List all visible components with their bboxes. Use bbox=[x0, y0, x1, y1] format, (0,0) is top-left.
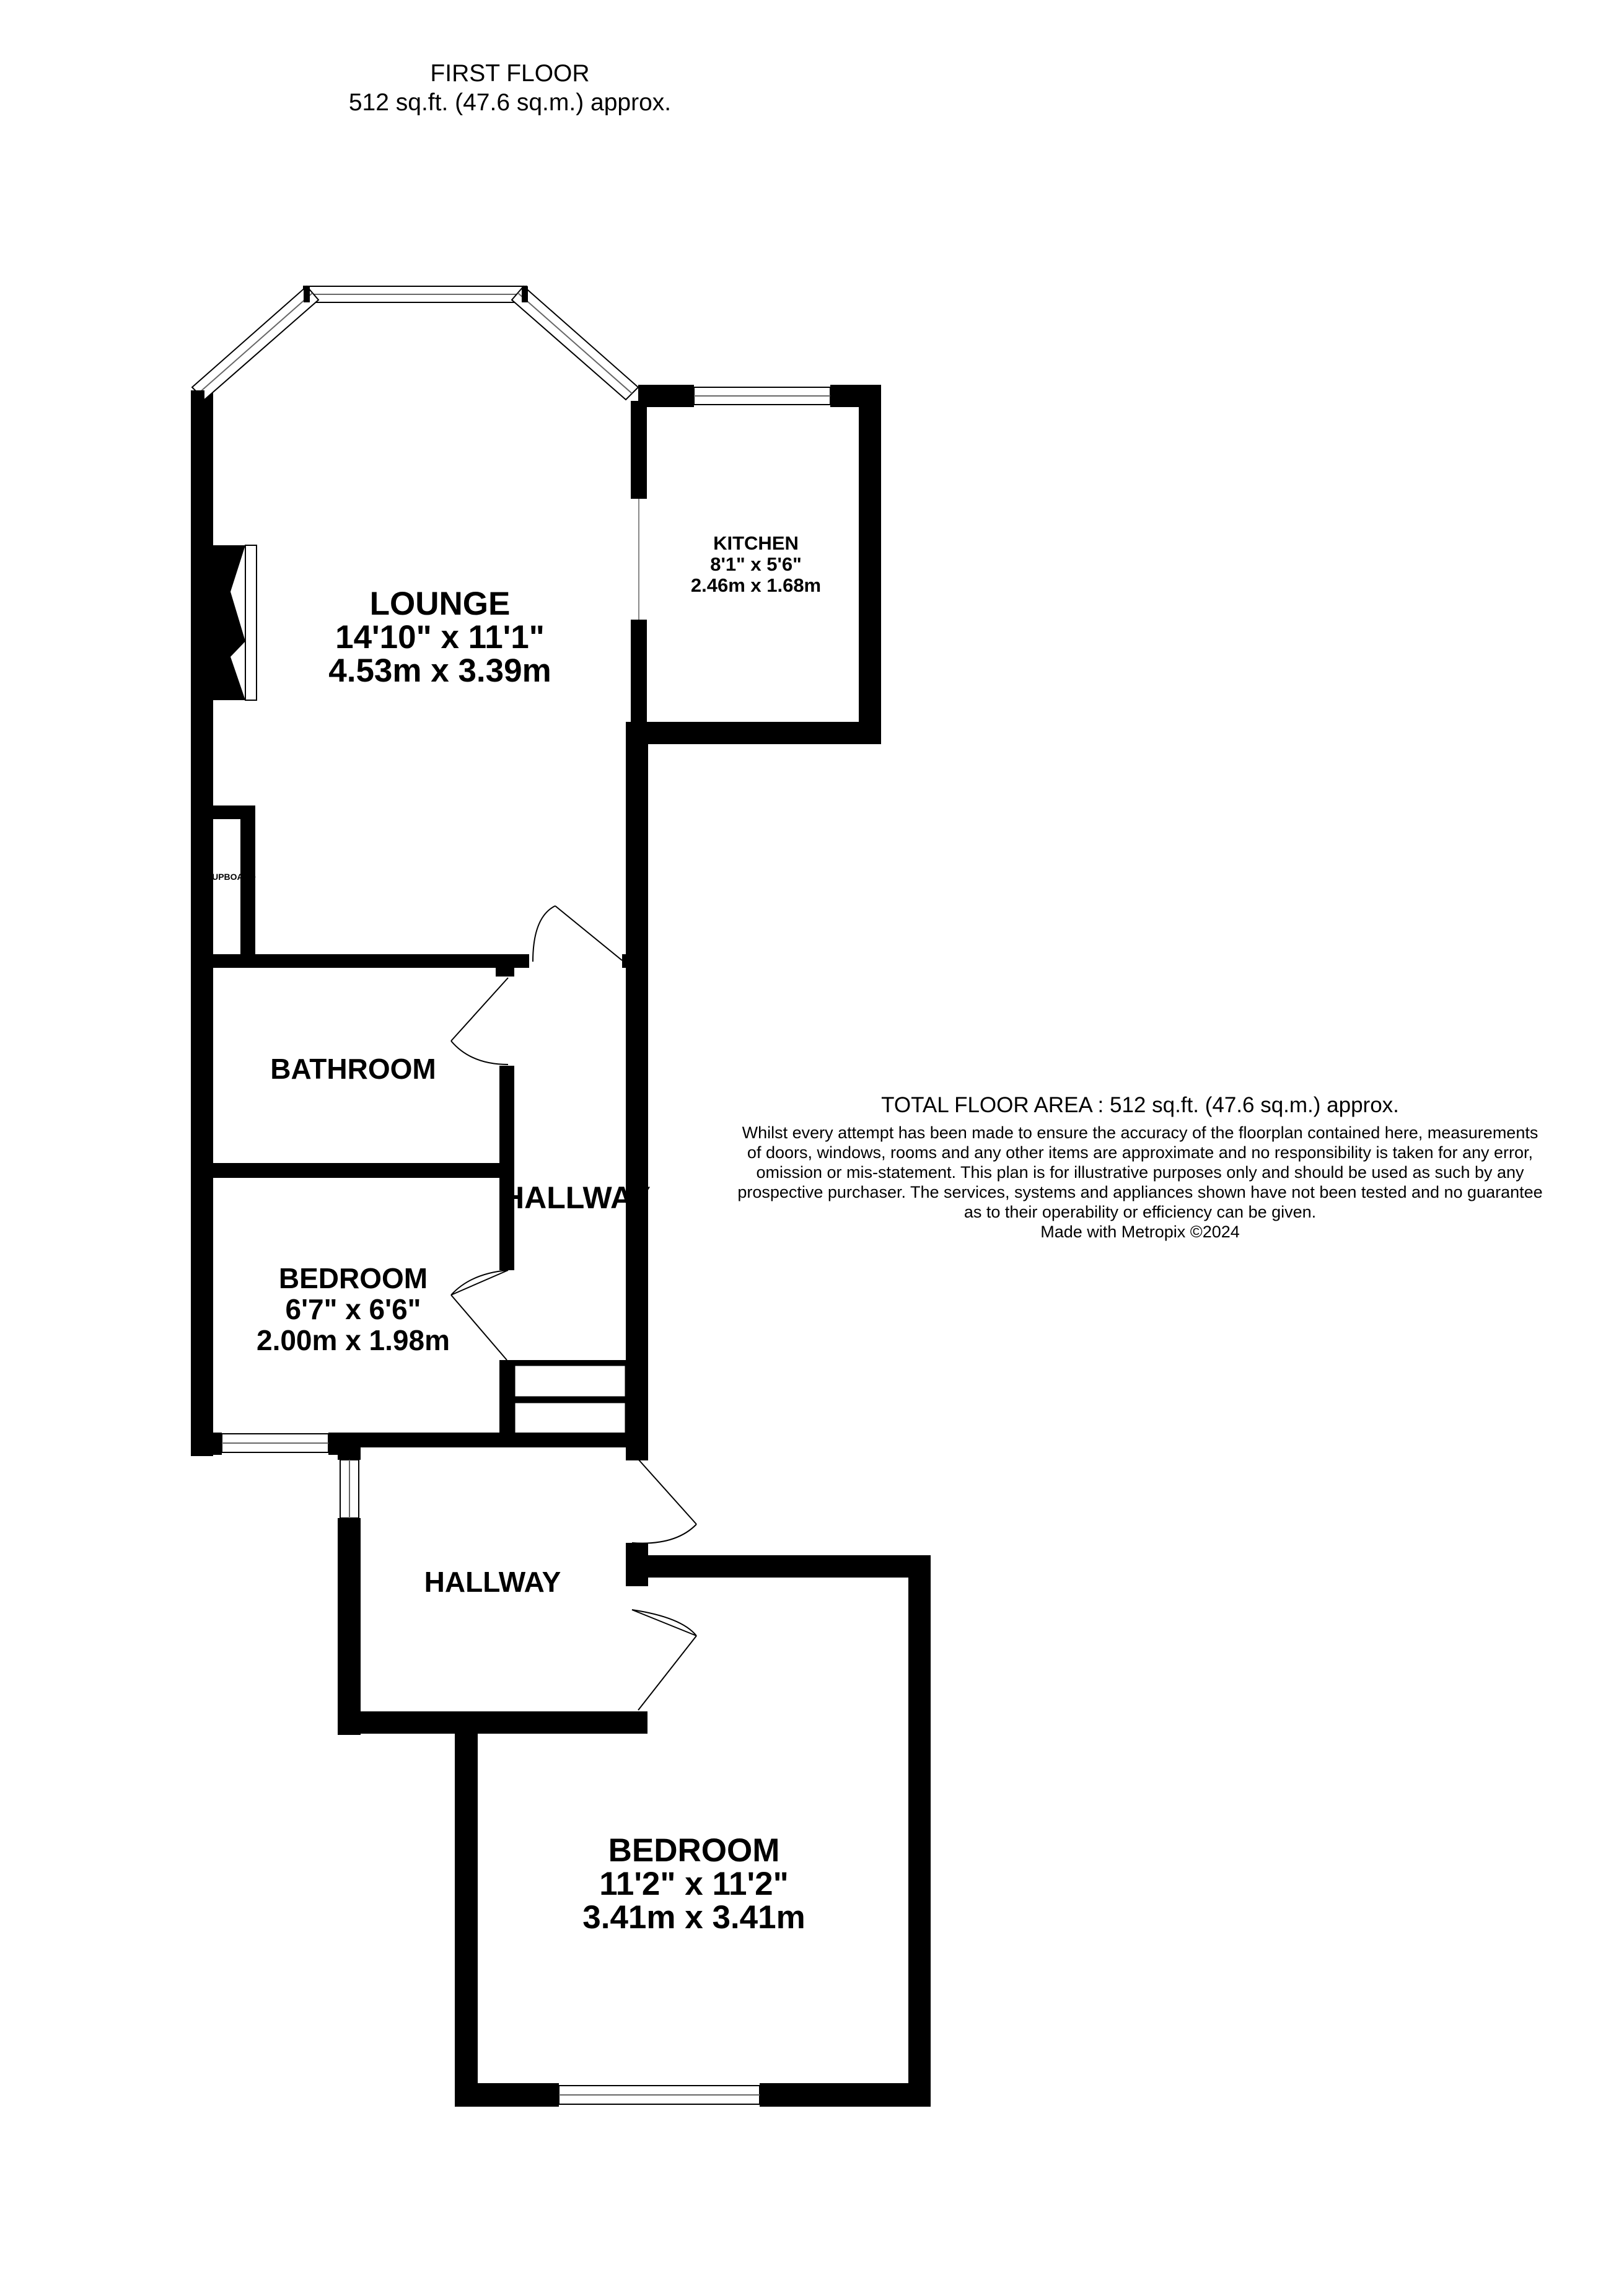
door-bathroom bbox=[451, 978, 508, 1041]
disclaimer-line: of doors, windows, rooms and any other items are approximate and no responsibility is taken for any error, bbox=[747, 1143, 1534, 1162]
room-name: HALLWAY bbox=[424, 1566, 561, 1598]
floor-name: FIRST FLOOR bbox=[430, 60, 590, 87]
disclaimer-line: Whilst every attempt has been made to ensure the accuracy of the floorplan contained here, measurements bbox=[742, 1123, 1538, 1142]
wall-bedroom-north bbox=[626, 1555, 931, 1578]
wall-lounge-south bbox=[213, 954, 529, 968]
room-imperial: 11'2" x 11'2" bbox=[599, 1866, 789, 1902]
wall-kitchen-south bbox=[626, 722, 881, 744]
room-name: BATHROOM bbox=[270, 1053, 436, 1085]
room-imperial: 14'10" x 11'1" bbox=[335, 619, 545, 656]
fireplace-hearth bbox=[245, 545, 257, 700]
fireplace bbox=[213, 545, 245, 700]
door-hallway-entry bbox=[638, 1459, 696, 1524]
room-name: BEDROOM bbox=[278, 1262, 428, 1294]
room-metric: 2.00m x 1.98m bbox=[256, 1324, 450, 1356]
wall-hallway-south bbox=[338, 1711, 647, 1734]
bay-window bbox=[192, 286, 638, 400]
wall-west bbox=[191, 390, 213, 1456]
wall-hallway-east-jamb bbox=[626, 1444, 648, 1460]
door-lounge bbox=[555, 906, 622, 960]
room-metric: 2.46m x 1.68m bbox=[690, 574, 822, 596]
room-label-bedroom-small bbox=[223, 1263, 483, 1356]
wall-bedroom-south-right bbox=[760, 2083, 931, 2107]
room-label-hallway-upper bbox=[502, 1180, 651, 1215]
room-label-cupboard bbox=[206, 871, 256, 883]
disclaimer-line: as to their operability or efficiency can be given. bbox=[963, 1203, 1317, 1221]
room-name: BEDROOM bbox=[608, 1832, 780, 1869]
wall-hallway-west-top bbox=[338, 1444, 361, 1460]
door-lounge-swing bbox=[533, 906, 555, 962]
wall-hallway-west bbox=[338, 1518, 361, 1735]
disclaimer bbox=[719, 1091, 1561, 1242]
hallway-window bbox=[340, 1460, 359, 1518]
wall-kitchen-north-left bbox=[638, 385, 694, 407]
floor-area: 512 sq.ft. (47.6 sq.m.) approx. bbox=[348, 89, 672, 116]
room-imperial: 8'1" x 5'6" bbox=[710, 553, 802, 575]
door-bathroom-swing bbox=[451, 1041, 508, 1064]
door-bedroom-large bbox=[632, 1610, 696, 1636]
room-imperial: 6'7" x 6'6" bbox=[285, 1293, 421, 1325]
room-label-bedroom-large bbox=[508, 1834, 880, 1934]
door-hallway-entry-swing bbox=[632, 1524, 696, 1543]
room-name: KITCHEN bbox=[713, 532, 799, 554]
bedroom-small-window bbox=[222, 1434, 328, 1452]
disclaimer-line: omission or mis-statement. This plan is for illustrative purposes only and should be used as such by any bbox=[756, 1163, 1524, 1182]
wall-lounge-south-end bbox=[496, 954, 514, 977]
disclaimer-line: prospective purchaser. The services, systems and appliances shown have not been tested and no guarantee bbox=[737, 1183, 1543, 1201]
wall-hallway-east bbox=[626, 722, 648, 1460]
wall-bedroom-south-left bbox=[191, 1433, 222, 1455]
wall-bathroom-south bbox=[213, 1163, 514, 1178]
room-metric: 3.41m x 3.41m bbox=[582, 1899, 805, 1936]
kitchen-window bbox=[694, 387, 830, 405]
made-with: Made with Metropix ©2024 bbox=[1040, 1223, 1240, 1241]
total-floor-area: TOTAL FLOOR AREA : 512 sq.ft. (47.6 sq.m.) approx. bbox=[881, 1093, 1399, 1117]
wall-lounge-kitchen-bottom bbox=[631, 620, 647, 722]
wall-bedroom-east bbox=[908, 1555, 931, 2107]
room-label-bathroom bbox=[248, 1053, 459, 1084]
wall-bedroom-south-left bbox=[455, 2083, 559, 2107]
room-label-hallway-lower bbox=[378, 1566, 607, 1597]
room-label-lounge bbox=[263, 587, 617, 688]
wall-lounge-door-jamb bbox=[622, 954, 648, 968]
floor-header bbox=[324, 59, 696, 117]
room-name: LOUNGE bbox=[369, 586, 511, 622]
bedroom-large-window bbox=[559, 2086, 760, 2104]
wall-lounge-kitchen-top bbox=[631, 401, 647, 499]
room-metric: 4.53m x 3.39m bbox=[328, 652, 551, 689]
wall-cupboard-east bbox=[240, 805, 255, 968]
wall-kitchen-east bbox=[859, 385, 881, 738]
room-name: HALLWAY bbox=[502, 1180, 651, 1215]
room-label-kitchen bbox=[663, 533, 849, 596]
wall-bedroom-west bbox=[455, 1711, 478, 2107]
room-name: CUPBOARD bbox=[206, 872, 256, 882]
